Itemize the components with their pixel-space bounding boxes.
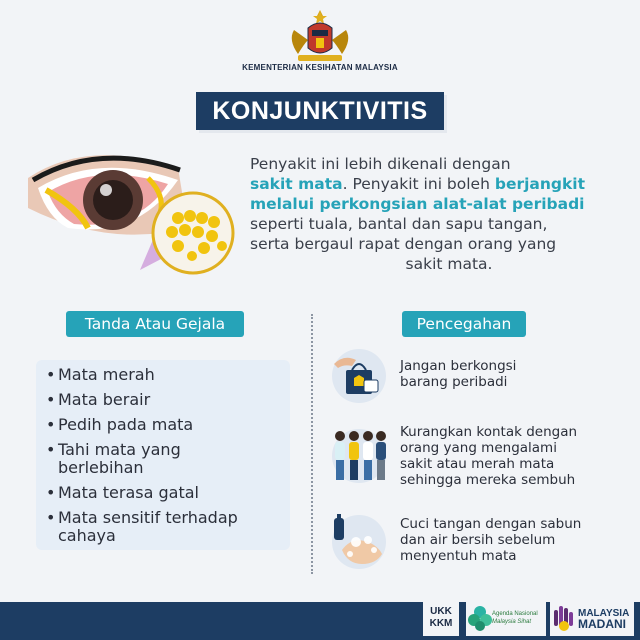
symptom-text: berlebihan <box>58 458 144 477</box>
intro-text: . Penyakit ini boleh <box>342 175 495 193</box>
symptom-item <box>44 484 282 502</box>
highlight-sakit-mata: sakit mata <box>250 175 343 193</box>
highlight-berjangkit: berjangkit <box>494 175 586 193</box>
agenda-line: Malaysia Sihat <box>492 619 532 625</box>
symptom-text: cahaya <box>58 526 116 545</box>
intro-line: sakit mata. <box>405 255 493 273</box>
symptoms-list-box <box>36 360 290 550</box>
madani-line: MADANI <box>578 617 626 631</box>
column-divider <box>311 314 313 574</box>
prevention-text: Jangan berkongsi <box>400 358 517 374</box>
prevention-text: barang peribadi <box>400 374 508 390</box>
madani-line: MALAYSIA <box>578 608 630 619</box>
prevention-text: Cuci tangan dengan sabun <box>400 516 582 532</box>
symptom-text: • Mata sensitif terhadap <box>58 508 238 527</box>
hand-wash-icon <box>328 510 390 570</box>
madani-hand-icon <box>552 604 576 632</box>
shopping-bag-icon <box>328 344 390 404</box>
prevention-item-wash-hands <box>328 510 618 570</box>
intro-line: serta bergaul rapat dengan orang yang <box>250 235 557 253</box>
prevention-text: dan air bersih sebelum <box>400 532 556 548</box>
red-eye-illustration <box>28 138 258 278</box>
symptom-text: • Pedih pada mata <box>58 415 194 434</box>
symptom-item <box>44 416 282 434</box>
ukk-kkm-logo <box>423 600 459 636</box>
symptom-item <box>44 509 282 545</box>
agenda-line: Agenda Nasional <box>492 611 538 617</box>
hibiscus-icon <box>468 604 492 632</box>
highlight-transmission: melalui perkongsian alat-alat peribadi <box>250 195 585 213</box>
intro-paragraph <box>250 154 618 274</box>
intro-line: seperti tuala, bantal dan sapu tangan, <box>250 215 548 233</box>
prevention-text: sehingga mereka sembuh <box>400 472 576 488</box>
prevention-text: orang yang mengalami <box>400 440 557 456</box>
malaysia-madani-logo <box>550 600 634 636</box>
page-title: KONJUNKTIVITIS <box>196 92 444 130</box>
symptom-text: • Mata merah <box>58 365 155 384</box>
prevention-item-reduce-contact <box>328 424 618 488</box>
symptom-text: • Mata berair <box>58 390 151 409</box>
symptom-item <box>44 366 282 384</box>
coat-of-arms-logo <box>284 8 356 64</box>
ministry-name: KEMENTERIAN KESIHATAN MALAYSIA <box>242 63 398 72</box>
prevention-text: sakit atau merah mata <box>400 456 555 472</box>
symptom-item <box>44 391 282 409</box>
kkm-text: KKM <box>429 618 453 629</box>
agenda-nasional-logo <box>466 600 546 636</box>
symptoms-heading: Tanda Atau Gejala <box>66 311 244 337</box>
symptom-item <box>44 441 282 477</box>
crowd-icon <box>328 424 390 484</box>
prevention-text: menyentuh mata <box>400 548 517 564</box>
ukk-text: UKK <box>430 606 452 617</box>
intro-line <box>250 174 618 194</box>
symptom-text: • Mata terasa gatal <box>58 483 199 502</box>
intro-line: Penyakit ini lebih dikenali dengan <box>250 155 511 173</box>
symptom-text: • Tahi mata yang <box>58 440 181 459</box>
prevention-text: Kurangkan kontak dengan <box>400 424 578 440</box>
prevention-heading: Pencegahan <box>402 311 526 337</box>
prevention-item-personal-items <box>328 344 618 404</box>
